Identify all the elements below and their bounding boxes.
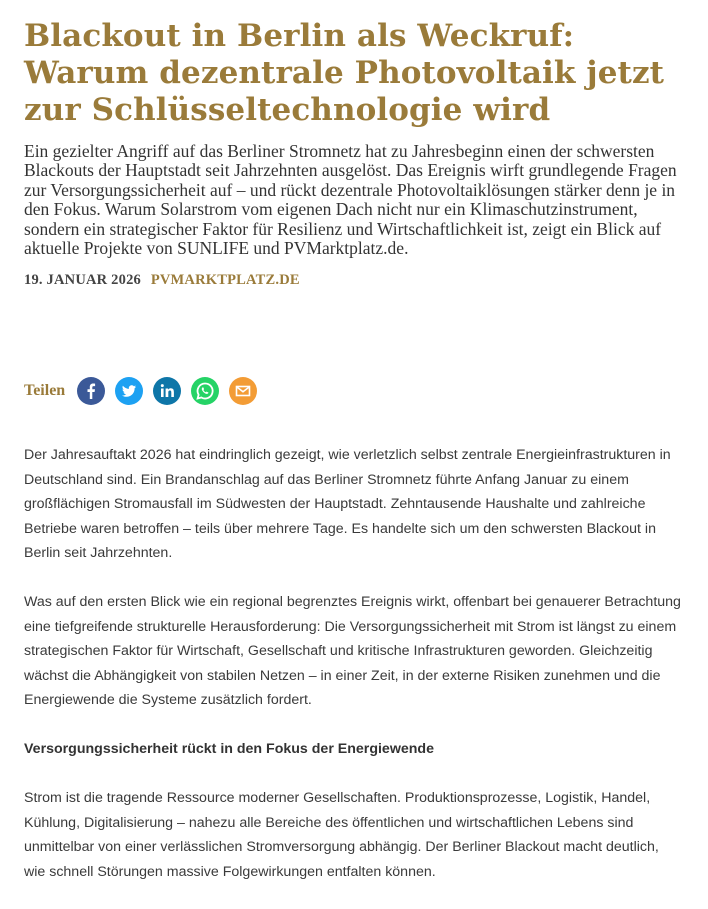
source-link[interactable]: PVMARKTPLATZ.DE: [150, 272, 300, 289]
publish-date: 19. JANUAR 2026: [24, 272, 141, 289]
facebook-icon[interactable]: [77, 377, 105, 405]
whatsapp-icon[interactable]: [191, 377, 219, 405]
share-label: Teilen: [24, 382, 66, 399]
share-bar: [24, 377, 267, 405]
article-title: Blackout in Berlin als Weckruf: Warum dezentrale Photovoltaik jetzt zur Schlüsseltechnologie wird: [24, 18, 665, 128]
article-body: [24, 443, 684, 909]
section-heading: Versorgungssicherheit rückt in den Fokus der Energiewende: [24, 741, 434, 757]
email-icon[interactable]: [229, 377, 257, 405]
paragraph: Der Jahresauftakt 2026 hat eindringlich gezeigt, wie verletzlich selbst zentrale Energieinfrastrukturen in Deutschland sind. Ein Brandanschlag auf das Berliner Stromnetz führte Anfang Januar zu einem großflächigen Stromausfall im Südwesten der Hauptstadt. Zehntausende Haushalte und zahlreiche Betriebe waren betroffen – teils über mehrere Tage. Es handelte sich um den schwersten Blackout in Berlin seit Jahrzehnten.: [24, 447, 671, 561]
twitter-icon[interactable]: [115, 377, 143, 405]
linkedin-icon[interactable]: [153, 377, 181, 405]
article-lead: Ein gezielter Angriff auf das Berliner Stromnetz hat zu Jahresbeginn einen der schwersten Blackouts der Hauptstadt seit Jahrzehnten ausgelöst. Das Ereignis wirft grundlegende Fragen zur Versorgungssicherheit auf – und rückt dezentrale Photovoltaiklösungen stärker denn je in den Fokus. Warum Solarstrom vom eigenen Dach nicht nur ein Klimaschutzinstrument, sondern ein strategischer Faktor für Resilienz und Wirtschaftlichkeit ist, zeigt ein Blick auf aktuelle Projekte von SUNLIFE und PVMarktplatz.de.: [24, 141, 677, 259]
article-meta: [24, 272, 684, 289]
paragraph: Was auf den ersten Blick wie ein regional begrenztes Ereignis wirkt, offenbart bei genauerer Betrachtung eine tiefgreifende strukturelle Herausforderung: Die Versorgungssicherheit mit Strom ist längst zu einem strategischen Faktor für Wirtschaft, Gesellschaft und kritische Infrastrukturen geworden. Gleichzeitig wächst die Abhängigkeit von stabilen Netzen – in einer Zeit, in der externe Risiken zunehmen und die Energiewende die Systeme zusätzlich fordert.: [24, 594, 681, 708]
article: [0, 0, 708, 289]
paragraph: Strom ist die tragende Ressource moderner Gesellschaften. Produktionsprozesse, Logistik, Handel, Kühlung, Digitalisierung – nahezu alle Bereiche des öffentlichen und wirtschaftlichen Lebens sind unmittelbar von einer verlässlichen Stromversorgung abhängig. Der Berliner Blackout macht deutlich, wie schnell Störungen massive Folgewirkungen entfalten können.: [24, 790, 659, 880]
